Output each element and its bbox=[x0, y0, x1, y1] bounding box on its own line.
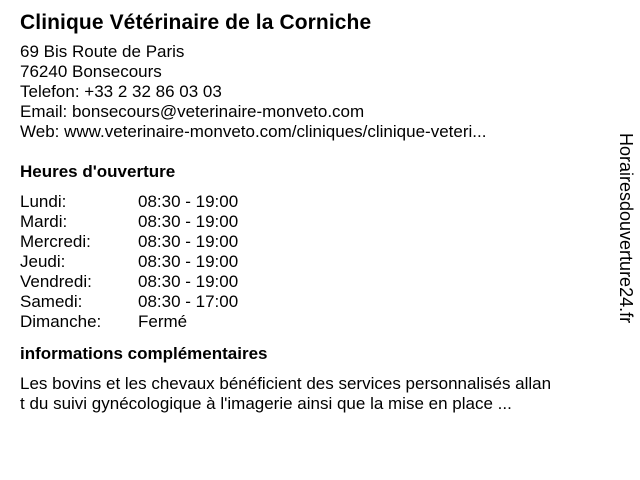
info-heading: informations complémentaires bbox=[20, 344, 268, 363]
day-hours: 08:30 - 19:00 bbox=[138, 192, 239, 211]
info-text-line-1: Les bovins et les chevaux bénéficient des services personnalisés allan bbox=[20, 374, 552, 393]
phone-line: Telefon: +33 2 32 86 03 03 bbox=[20, 82, 222, 101]
day-label: Jeudi: bbox=[20, 252, 66, 271]
day-label: Lundi: bbox=[20, 192, 67, 211]
day-label: Dimanche: bbox=[20, 312, 102, 331]
site-watermark: Horairesdouverture24.fr bbox=[616, 133, 636, 324]
day-label: Mercredi: bbox=[20, 232, 91, 251]
day-label: Samedi: bbox=[20, 292, 83, 311]
opening-hours-heading: Heures d'ouverture bbox=[20, 162, 176, 181]
clinic-name: Clinique Vétérinaire de la Corniche bbox=[20, 11, 372, 34]
address-line-2: 76240 Bonsecours bbox=[20, 62, 162, 81]
hours-row bbox=[20, 212, 620, 232]
day-hours: 08:30 - 19:00 bbox=[138, 232, 239, 251]
hours-row bbox=[20, 192, 620, 212]
hours-row bbox=[20, 232, 620, 252]
day-hours: 08:30 - 19:00 bbox=[138, 252, 239, 271]
day-hours: Fermé bbox=[138, 312, 188, 331]
address-line-1: 69 Bis Route de Paris bbox=[20, 42, 185, 61]
hours-row bbox=[20, 292, 620, 312]
day-hours: 08:30 - 17:00 bbox=[138, 292, 239, 311]
clinic-card bbox=[20, 10, 620, 414]
hours-row bbox=[20, 252, 620, 272]
hours-row bbox=[20, 272, 620, 292]
opening-hours-list bbox=[20, 192, 620, 332]
day-hours: 08:30 - 19:00 bbox=[138, 212, 239, 231]
hours-row bbox=[20, 312, 620, 332]
web-line: Web: www.veterinaire-monveto.com/cliniques/clinique-veteri... bbox=[20, 122, 487, 141]
day-label: Vendredi: bbox=[20, 272, 92, 291]
day-label: Mardi: bbox=[20, 212, 68, 231]
email-line: Email: bonsecours@veterinaire-monveto.com bbox=[20, 102, 365, 121]
day-hours: 08:30 - 19:00 bbox=[138, 272, 239, 291]
info-text-line-2: t du suivi gynécologique à l'imagerie ainsi que la mise en place ... bbox=[20, 394, 512, 413]
